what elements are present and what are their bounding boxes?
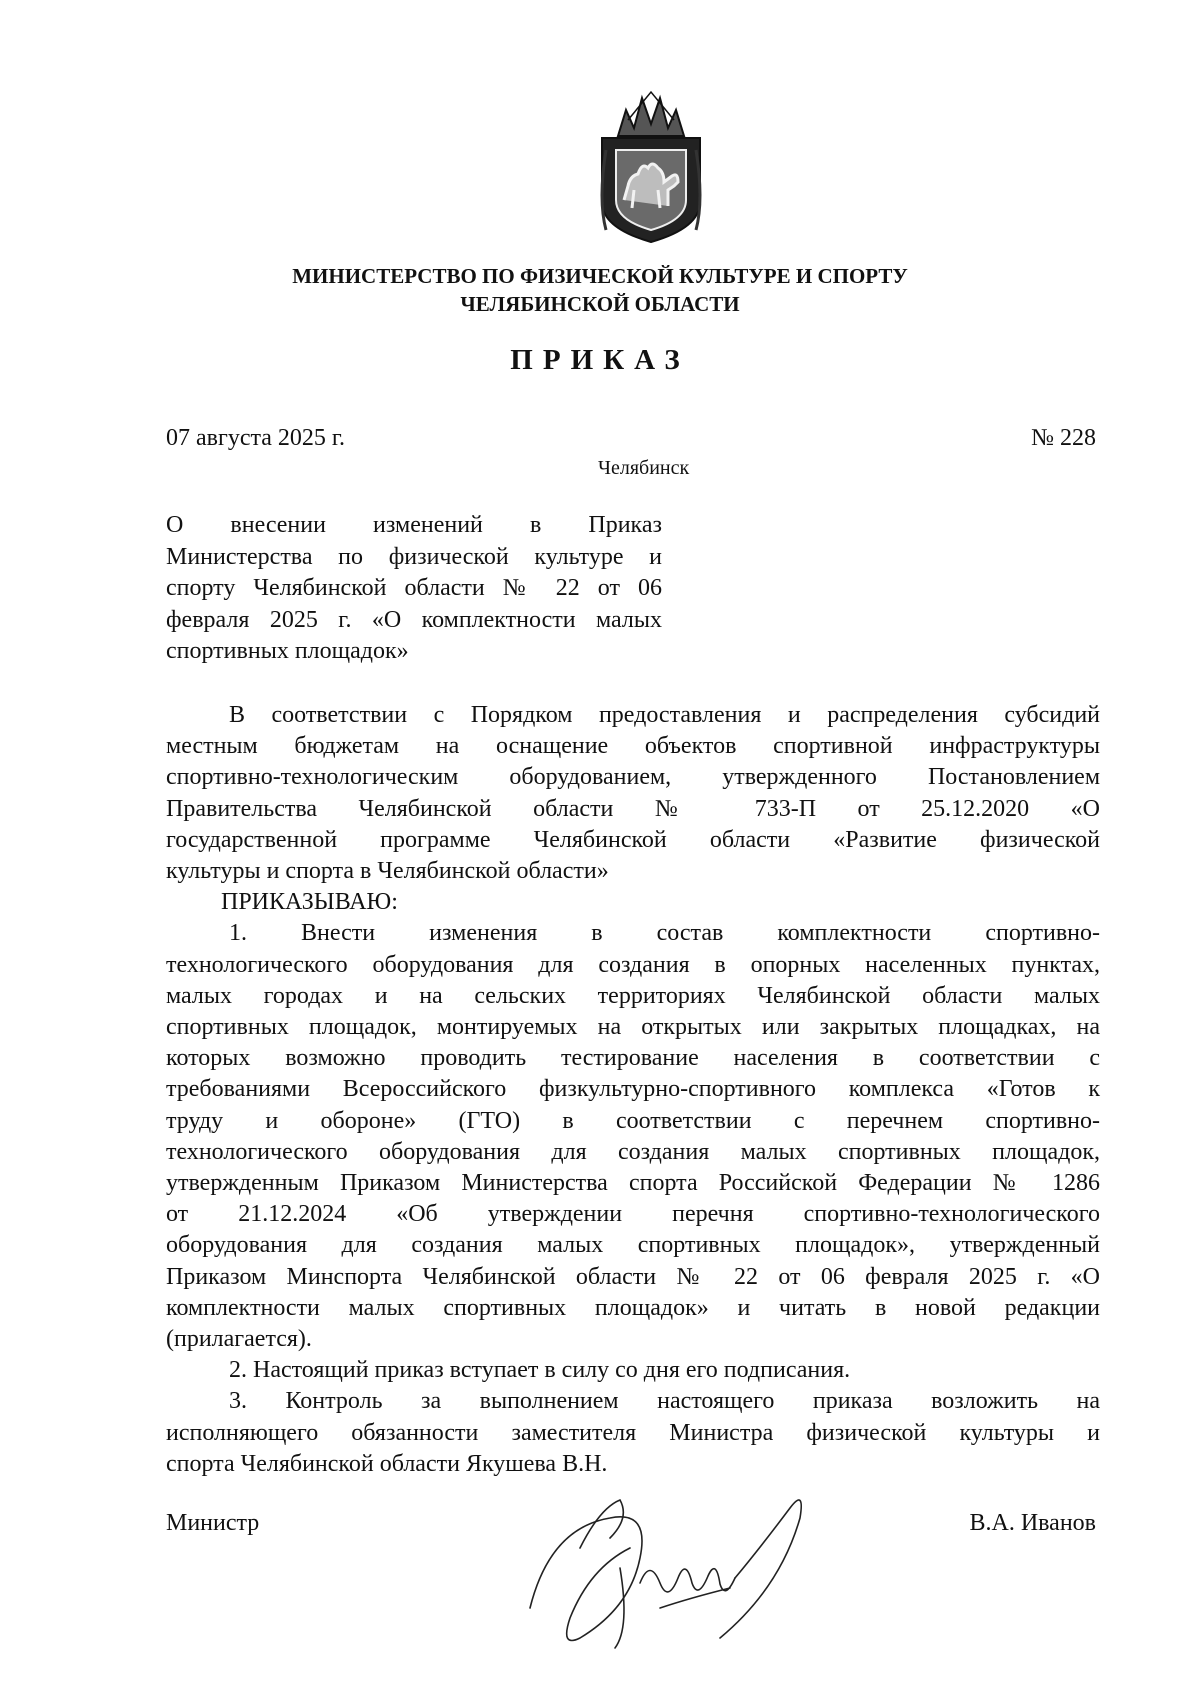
preamble-line: В соответствии с Порядком предоставления и распределения субсидий (229, 702, 1100, 728)
item3-line: исполняющего обязанности заместителя Министра физической культуры и (166, 1419, 1100, 1446)
subject-line: О внесении изменений в Приказ (166, 512, 662, 538)
signatory-title: Министр (166, 1510, 260, 1536)
preamble-line: местным бюджетам на оснащение объектов спортивной инфраструктуры (166, 733, 1100, 760)
subject-line: спорту Челябинской области № 22 от 06 (166, 575, 662, 601)
item1-line: которых возможно проводить тестирование населения в соответствии с (166, 1045, 1100, 1072)
subject-line: спортивных площадок» (166, 638, 409, 664)
preamble-line: культуры и спорта в Челябинской области» (166, 858, 609, 885)
handwritten-signature-icon (520, 1488, 820, 1658)
signatory-name: В.А. Иванов (969, 1510, 1096, 1536)
item1-line: требованиями Всероссийского физкультурно-спортивного комплекса «Готов к (166, 1076, 1100, 1103)
item3-line: спорта Челябинской области Якушева В.Н. (166, 1450, 608, 1477)
ministry-name-line1: МИНИСТЕРСТВО ПО ФИЗИЧЕСКОЙ КУЛЬТУРЕ И СПОРТУ (292, 264, 908, 288)
item1-line: труду и обороне» (ГТО) в соответствии с перечнем спортивно- (166, 1107, 1100, 1134)
order-city: Челябинск (598, 457, 690, 479)
order-word: ПРИКАЗЫВАЮ: (221, 889, 398, 916)
document-type: ПРИКАЗ (510, 344, 690, 376)
coat-of-arms-icon (588, 90, 714, 244)
subject-line: Министерства по физической культуре и (166, 543, 662, 570)
item1-line: (прилагается). (166, 1326, 312, 1353)
item1-line: утвержденным Приказом Министерства спорта Российской Федерации № 1286 (166, 1170, 1100, 1197)
item1-line: малых городах и на сельских территориях Челябинской области малых (166, 982, 1100, 1009)
item2-line: 2. Настоящий приказ вступает в силу со дня его подписания. (229, 1357, 851, 1384)
item1-line: 1. Внести изменения в состав комплектности спортивно- (229, 920, 1100, 947)
order-body (166, 700, 1100, 1480)
preamble-line: спортивно-технологическим оборудованием, утвержденного Постановлением (166, 764, 1100, 791)
order-subject (166, 510, 662, 668)
order-number: № 228 (1031, 425, 1096, 451)
item1-line: технологического оборудования для создания в опорных населенных пунктах, (166, 951, 1100, 978)
preamble-line: государственной программе Челябинской области «Развитие физической (166, 826, 1100, 853)
item1-line: Приказом Минспорта Челябинской области № 22 от 06 февраля 2025 г. «О (166, 1263, 1100, 1290)
preamble-line: Правительства Челябинской области № 733-П от 25.12.2020 «О (166, 795, 1100, 822)
item1-line: от 21.12.2024 «Об утверждении перечня спортивно-технологического (166, 1201, 1100, 1228)
order-date: 07 августа 2025 г. (166, 425, 346, 451)
item1-line: технологического оборудования для создания малых спортивных площадок, (166, 1138, 1100, 1165)
item1-line: оборудования для создания малых спортивных площадок», утвержденный (166, 1232, 1100, 1259)
ministry-name (150, 262, 1050, 318)
item3-line: 3. Контроль за выполнением настоящего приказа возложить на (229, 1388, 1100, 1415)
item1-line: спортивных площадок, монтируемых на открытых или закрытых площадках, на (166, 1014, 1100, 1041)
ministry-name-line2: ЧЕЛЯБИНСКОЙ ОБЛАСТИ (460, 292, 740, 316)
item1-line: комплектности малых спортивных площадок» и читать в новой редакции (166, 1294, 1100, 1321)
subject-line: февраля 2025 г. «О комплектности малых (166, 606, 662, 633)
